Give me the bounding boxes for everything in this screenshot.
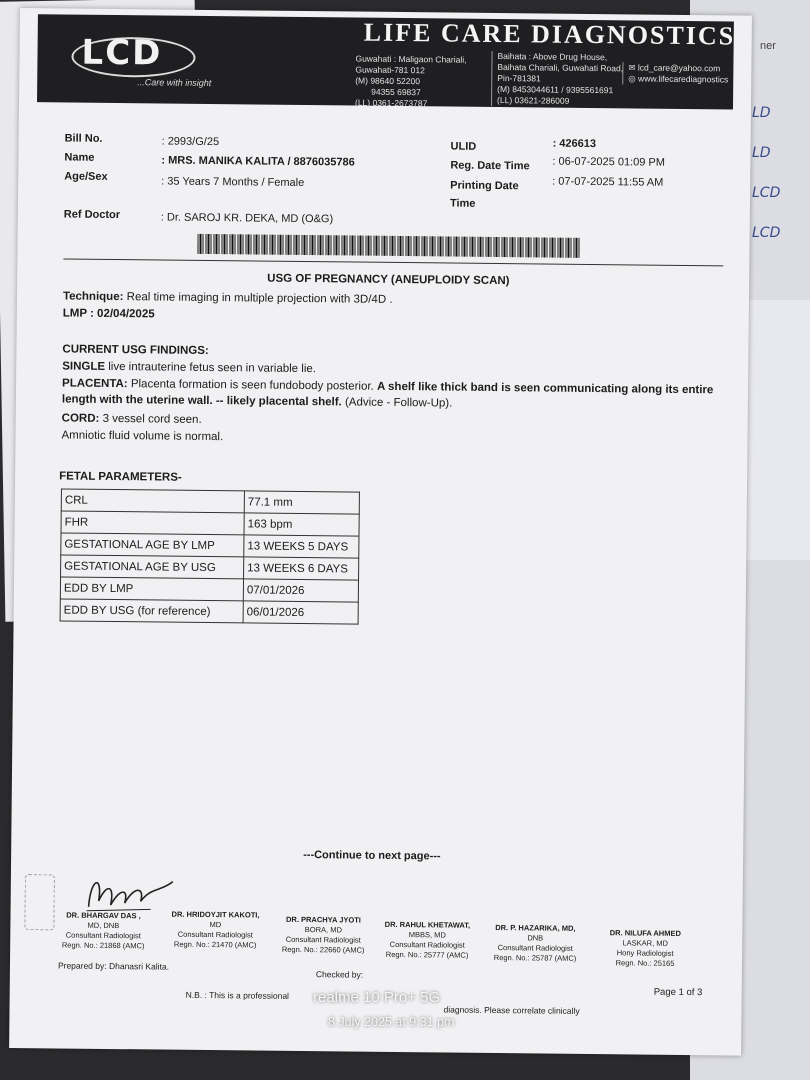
doctor-credit-line: DNB: [527, 933, 544, 943]
tagline: ...Care with insight: [137, 77, 212, 89]
envelope-icon: ✉: [628, 62, 636, 73]
table-row: [61, 511, 359, 536]
table-row: [61, 555, 359, 580]
ulid-value: : 426613: [552, 137, 597, 151]
address-line: Baihata Chariali, Guwahati Road,: [497, 62, 624, 74]
side-mark: LCD: [752, 185, 781, 201]
address-line: Guwahati-781 012: [355, 64, 425, 76]
lmp-line: LMP : 02/04/2025: [62, 307, 155, 321]
doctor-credit-line: Consultant Radiologist: [285, 934, 361, 945]
parameter-name: GESTATIONAL AGE BY LMP: [61, 533, 244, 557]
doctor-credit-line: MD, DNB: [87, 920, 120, 931]
lab-header: [37, 14, 734, 109]
placenta-value: Placenta formation is seen fundobody posterior.: [130, 378, 374, 393]
logo: LCD: [81, 32, 163, 74]
parameter-value: 13 WEEKS 5 DAYS: [244, 535, 359, 558]
doctor-credit-line: Regn. No.: 25787 (AMC): [493, 953, 577, 963]
side-mark: LCD: [752, 225, 781, 241]
doctor-credit-line: Regn. No.: 25165: [615, 958, 675, 968]
doctor-credit-line: LASKAR, MD: [622, 938, 669, 948]
print-date-label: Printing Date: [450, 179, 519, 193]
table-row: [60, 577, 358, 602]
doctor-credit-line: Regn. No.: 25777 (AMC): [385, 949, 469, 960]
doctor-credit: [372, 920, 482, 961]
checked-by: Checked by:: [315, 969, 364, 980]
page-number: Page 1 of 3: [653, 986, 703, 999]
address-line: Guwahati : Maligaon Chariali,: [355, 53, 467, 65]
placenta-advice: (Advice - Follow-Up).: [344, 396, 453, 410]
address-line: (M) 98640 52200: [355, 75, 421, 87]
side-mark: LD: [752, 105, 771, 121]
parameter-name: GESTATIONAL AGE BY USG: [61, 555, 244, 579]
doctor-credit: [48, 910, 158, 951]
single-label: SINGLE: [62, 360, 106, 373]
doctor-credit-line: Consultant Radiologist: [177, 929, 253, 940]
doctor-credit: [268, 915, 378, 956]
table-row: [61, 489, 359, 514]
report-title: USG OF PREGNANCY (ANEUPLOIDY SCAN): [267, 272, 510, 288]
address-line: 94355 69837: [371, 86, 421, 98]
doctor-credit-line: MD: [209, 920, 222, 930]
parameter-value: 13 WEEKS 6 DAYS: [244, 557, 359, 580]
email-text: lcd_care@yahoo.com: [637, 62, 721, 74]
branch-guwahati: [355, 54, 486, 110]
doctor-credit-line: Regn. No.: 22660 (AMC): [281, 944, 365, 955]
doctor-credit-line: DR. BHARGAV DAS ,: [66, 910, 141, 921]
technique-label: Technique:: [62, 290, 124, 304]
fetal-parameters-table: [60, 488, 360, 624]
doctor-credit-line: DR. P. HAZARIKA, MD,: [495, 923, 576, 933]
parameter-value: 06/01/2026: [243, 601, 358, 624]
address-line: (M) 8453044611 / 9395561691: [497, 84, 614, 96]
bill-label: Bill No.: [64, 132, 103, 145]
age-label: Age/Sex: [64, 170, 108, 183]
single-value: live intrauterine fetus seen in variable lie.: [108, 360, 317, 376]
brand-name: LIFE CARE DIAGNOSTICS: [363, 17, 736, 51]
address-line: (LL) 03621-286009: [497, 95, 570, 106]
nb-note-tail: diagnosis. Please correlate clinically: [443, 1004, 580, 1016]
prepared-by: Prepared by: Dhanasri Kalita.: [57, 960, 170, 972]
parameter-value: 07/01/2026: [243, 579, 358, 602]
age-value: : 35 Years 7 Months / Female: [161, 175, 305, 189]
cord-value: 3 vessel cord seen.: [102, 412, 202, 426]
doctor-credit: [480, 923, 590, 964]
barcode: [197, 234, 579, 258]
ref-label: Ref Doctor: [63, 208, 121, 222]
placenta-paragraph: [62, 375, 720, 414]
background-paper-right-lined: [740, 300, 810, 560]
doctor-credit-line: BORA, MD: [304, 925, 342, 935]
doctor-credit: [160, 910, 270, 951]
name-label: Name: [64, 151, 95, 164]
globe-icon: ◎: [628, 73, 636, 84]
single-line: [62, 358, 316, 377]
doctor-credit-line: Hony Radiologist: [616, 948, 674, 958]
camera-watermark-model: realme 10 Pro+ 5G: [313, 989, 441, 1006]
print-date-value: : 07-07-2025 11:55 AM: [552, 175, 664, 189]
parameter-value: 163 bpm: [244, 513, 359, 536]
address-line: Baihata : Above Drug House,: [497, 51, 608, 63]
reg-date-label: Reg. Date Time: [450, 159, 530, 173]
fetal-heading: FETAL PARAMETERS-: [59, 470, 182, 484]
side-handwritten-marks: [752, 105, 810, 265]
divider-line: [63, 258, 723, 266]
contact-block: [622, 62, 740, 85]
doctor-credit-line: Regn. No.: 21868 (AMC): [61, 940, 145, 951]
findings-heading: CURRENT USG FINDINGS:: [62, 343, 209, 357]
doctor-credit-line: Consultant Radiologist: [497, 943, 573, 953]
side-mark: LD: [752, 145, 771, 161]
placenta-shelf-finding: A shelf like thick band is seen communicating along its entire length with the uterine wall. -- likely placental shelf.: [61, 380, 714, 409]
name-value: : MRS. MANIKA KALITA / 8876035786: [161, 154, 355, 169]
branch-baihata: [491, 51, 624, 107]
doctor-credit-line: DR. PRACHYA JYOTI: [285, 914, 361, 925]
ulid-label: ULID: [450, 140, 477, 153]
print-time-label: Time: [449, 197, 476, 210]
ref-value: : Dr. SAROJ KR. DEKA, MD (O&G): [160, 211, 334, 226]
doctor-credit-line: DR. HRIDOYJIT KAKOTI,: [171, 909, 260, 920]
camera-watermark-date: 8 July 2025 at 9:31 pm: [328, 1015, 455, 1029]
parameter-name: FHR: [61, 511, 244, 535]
bill-value: : 2993/G/25: [161, 135, 220, 149]
parameter-value: 77.1 mm: [244, 491, 359, 514]
address-line: Pin-781381: [497, 73, 541, 84]
table-row: [61, 533, 359, 558]
table-row: [60, 599, 358, 624]
placenta-label: PLACENTA:: [62, 377, 128, 391]
side-top-text: ner: [760, 40, 776, 52]
technique-value: Real time imaging in multiple projection with 3D/4D .: [126, 291, 393, 306]
report-sheet: [9, 8, 752, 1056]
cord-line: [62, 410, 202, 427]
parameter-name: EDD BY USG (for reference): [60, 599, 243, 623]
parameter-name: CRL: [61, 489, 244, 513]
cord-label: CORD:: [61, 412, 100, 425]
address-line: (LL) 0361-2673787: [354, 97, 428, 109]
amniotic-line: Amniotic fluid volume is normal.: [61, 429, 224, 444]
doctor-credit-line: DR. RAHUL KHETAWAT,: [384, 919, 471, 930]
doctor-credit-line: DR. NILUFA AHMED: [609, 928, 681, 938]
continue-note: ---Continue to next page---: [303, 849, 441, 863]
website-text: www.lifecarediagnostics: [638, 73, 729, 85]
doctor-credit-line: MBBS, MD: [408, 930, 446, 940]
parameter-name: EDD BY LMP: [60, 577, 243, 601]
nb-note: N.B. : This is a professional: [185, 989, 290, 1001]
doctor-credit-line: Regn. No.: 21470 (AMC): [173, 939, 257, 950]
doctor-credit-line: Consultant Radiologist: [389, 939, 465, 950]
reg-date-value: : 06-07-2025 01:09 PM: [552, 155, 666, 169]
doctor-credit: [590, 928, 700, 969]
doctor-credit-line: Consultant Radiologist: [65, 930, 141, 941]
